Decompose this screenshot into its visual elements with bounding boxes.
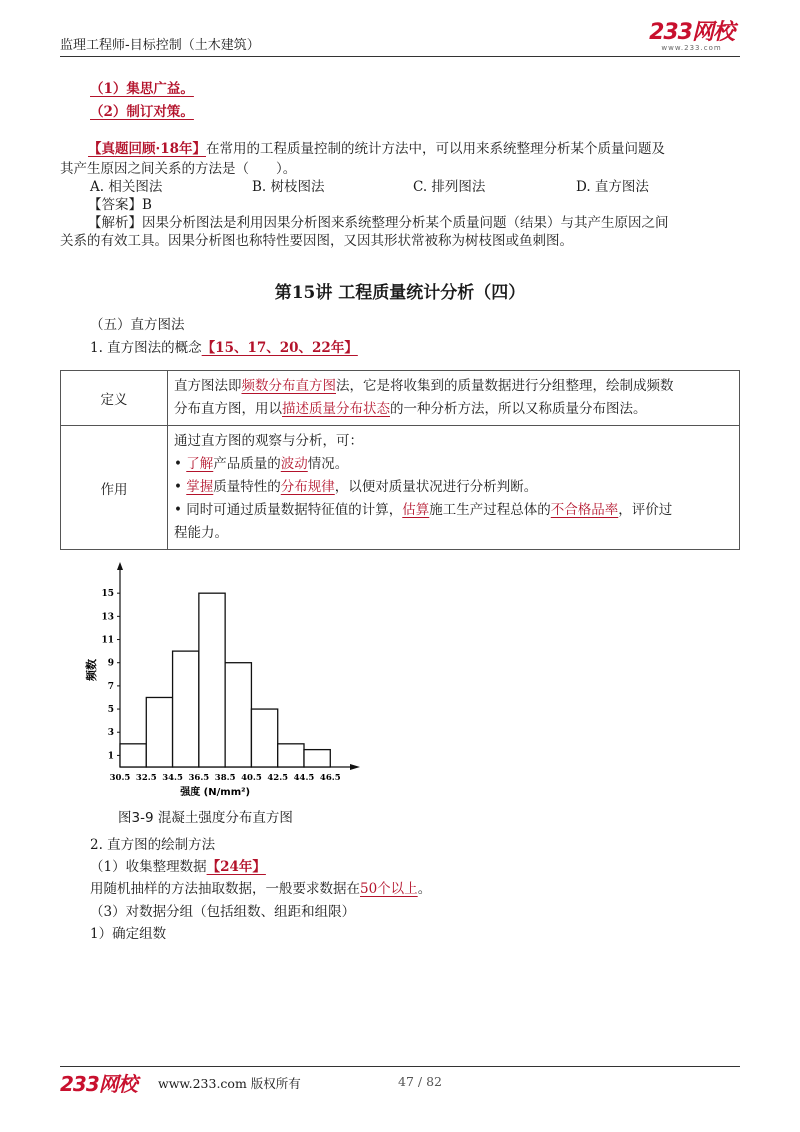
x-tick-label: 46.5 [319,773,341,783]
footer-url: www.233.com 版权所有 [158,1076,301,1091]
x-tick-label: 30.5 [109,773,131,783]
histogram-bar [251,709,277,767]
histogram-bar [199,593,225,767]
func-highlight: 估算 [402,502,430,518]
header-rule [60,56,740,57]
y-tick-label: 3 [107,728,114,739]
step1-desc-text: 用随机抽样的方法抽取数据，一般要求数据在 [90,881,360,897]
option-a: A. 相关图法 [90,179,163,195]
x-tick-label: 32.5 [135,773,157,783]
y-tick-label: 13 [101,612,114,623]
def-highlight: 频数分布直方图 [241,378,336,394]
step1-year: 【24年】 [206,859,266,875]
x-tick-label: 40.5 [241,773,262,783]
def-text: 的一种分析方法，所以又称质量分布图法。 [390,401,647,417]
histogram-bar [146,697,172,767]
histogram-bar [173,651,199,767]
func-intro: 通过直方图的观察与分析，可： [174,433,363,449]
definition-key: 定义 [61,371,168,426]
table-row-definition [61,371,740,426]
func-highlight: 掌握 [186,479,214,495]
y-axis-label: 频数 [85,659,98,681]
func-text: 情况。 [307,456,349,472]
concept-years: 【15、17、20、22年】 [201,340,358,356]
chart-caption: 图3-9 混凝土强度分布直方图 [118,810,293,826]
histogram-chart [75,562,375,802]
def-text: 法，它是将收集到的质量数据进行分组整理，绘制成频数 [336,378,674,394]
y-tick-label: 15 [101,589,114,600]
y-axis-arrow [117,562,123,570]
footer-rule [60,1066,740,1067]
step1-heading [90,856,266,878]
table-row-function [61,426,740,550]
analysis-1: 【解析】因果分析图法是利用因果分析图来系统整理分析某个质量问题（结果）与其产生原因之间 [88,215,669,231]
step1-desc-text: 。 [417,881,432,897]
option-d: D. 直方图法 [576,179,649,195]
function-value: 通过直方图的观察与分析，可： • 了解产品质量的波动情况。 • 掌握质量特性的分布规律，以便对质量状况进行分析判断。 • 同时可通过质量数据特征值的计算，估算施工生产过程总体的不合格品率，评价过 程能力。 [168,426,740,550]
header-title: 监理工程师-目标控制（土木建筑） [60,38,260,53]
step3-1: 1）确定组数 [90,926,167,942]
x-axis-arrow [350,764,360,770]
histogram-bar [120,744,146,767]
logo-subtext: www.233.com [661,44,722,52]
analysis-2: 关系的有效工具。因果分析图也称特性要因图，又因其形状常被称为树枝图或鱼刺图。 [60,233,573,249]
def-text: 直方图法即 [174,378,242,394]
func-highlight: 波动 [280,456,308,472]
logo [649,22,734,52]
question-stem-1: 在常用的工程质量控制的统计方法中，可以用来系统整理分析某个质量问题及 [206,141,665,157]
concept-heading [90,337,358,359]
question-tag: 【真题回顾·18年】 [88,141,206,157]
x-tick-label: 38.5 [214,773,236,783]
option-c: C. 排列图法 [413,179,486,195]
func-text: 施工生产过程总体的 [429,502,551,518]
page-number: 47 / 82 [398,1074,442,1089]
y-tick-label: 11 [101,635,114,646]
x-axis-label: 强度 (N/mm²) [180,787,251,798]
x-tick-label: 36.5 [188,773,210,783]
section-title: 第15讲 工程质量统计分析（四） [274,283,526,303]
func-highlight: 不合格品率 [550,502,619,518]
func-highlight: 分布规律 [280,479,335,495]
x-tick-label: 44.5 [293,773,315,783]
y-tick-label: 5 [107,705,114,716]
step1-desc [90,878,431,900]
y-tick-label: 9 [107,658,114,669]
func-highlight: 了解 [186,456,214,472]
definition-value [168,371,740,426]
histogram-bar [304,750,330,767]
concept-table [60,370,740,550]
func-text: 产品质量的 [213,456,281,472]
question-stem-line1 [88,138,665,160]
x-tick-label: 42.5 [267,773,289,783]
intro-item-2: （2）制订对策。 [90,104,194,120]
concept-heading-text: 1. 直方图法的概念 [90,340,202,356]
drawing-heading: 2. 直方图的绘制方法 [90,837,216,853]
histogram-bar [278,744,304,767]
func-text: ，以便对质量状况进行分析判断。 [334,479,538,495]
func-text: 程能力。 [174,525,228,541]
intro-item-1: （1）集思广益。 [90,81,194,97]
footer-logo: 233网校 [60,1072,137,1096]
def-highlight: 描述质量分布状态 [282,401,390,417]
histogram-bar [225,663,251,767]
step1-desc-highlight: 50个以上 [360,881,418,897]
step3-heading: （3）对数据分组（包括组数、组距和组限） [90,904,356,920]
func-text: 质量特性的 [213,479,281,495]
function-key: 作用 [61,426,168,550]
y-tick-label: 7 [107,681,114,692]
answer: 【答案】B [88,197,152,213]
question-stem-2: 其产生原因之间关系的方法是（ ）。 [60,161,297,177]
step1-text: （1）收集整理数据 [90,859,207,875]
option-b: B. 树枝图法 [252,179,325,195]
def-text: 分布直方图，用以 [174,401,282,417]
func-text: ，评价过 [618,502,673,518]
subsection-heading: （五）直方图法 [90,317,185,333]
logo-text: 233网校 [649,20,734,45]
y-tick-label: 1 [107,751,114,762]
x-tick-label: 34.5 [162,773,183,783]
func-text: 同时可通过质量数据特征值的计算， [186,502,403,518]
